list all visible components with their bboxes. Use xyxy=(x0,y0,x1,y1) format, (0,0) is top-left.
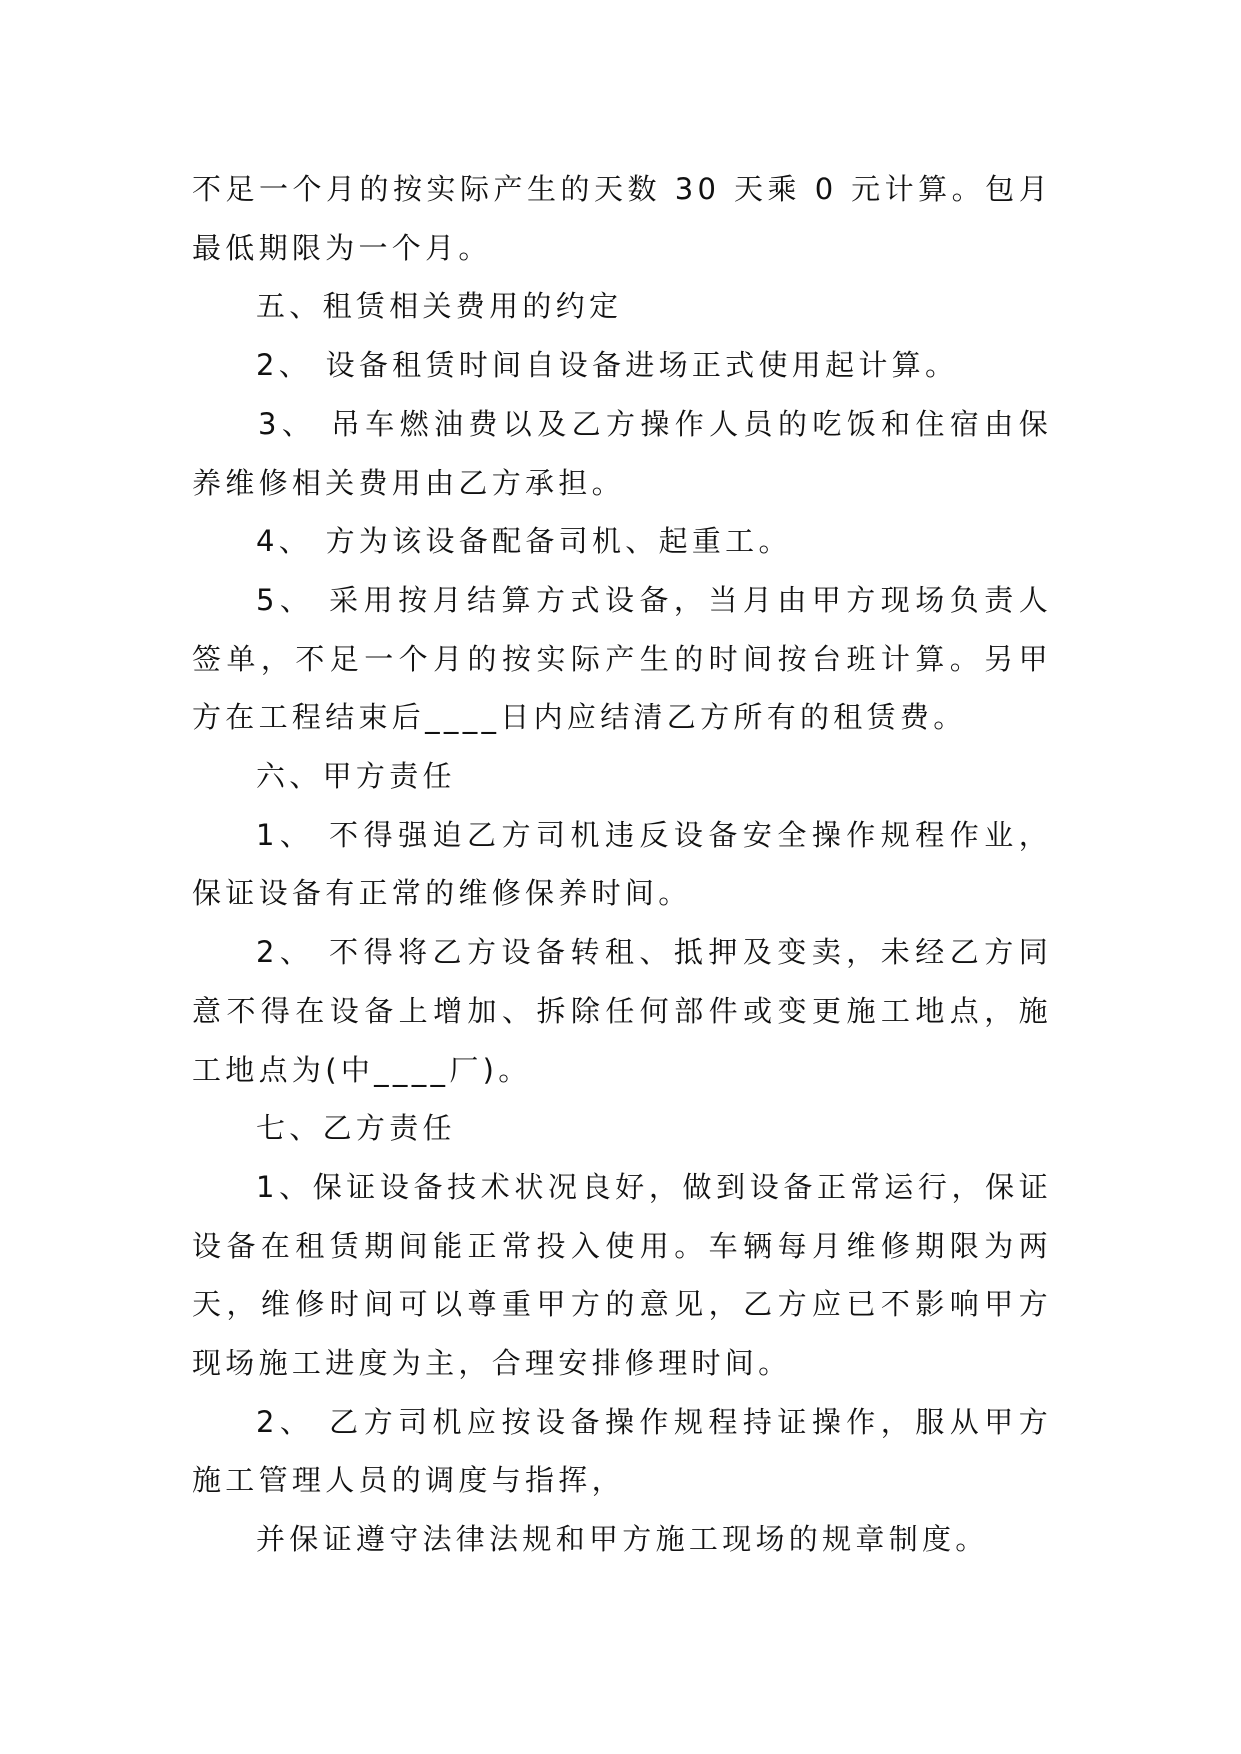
section-heading-party-b-responsibilities: 七、乙方责任 xyxy=(256,1111,456,1146)
clause-rental-start-time: 2、 设备租赁时间自设备进场正式使用起计算。 xyxy=(256,348,959,383)
clause-monthly-settlement: 5、 采用按月结算方式设备，当月由甲方现场负责人签单，不足一个月的按实际产生的时间按台班计算。另甲方在工程结束后____日内应结清乙方所有的租赁费。 xyxy=(192,582,1052,735)
clause-fuel-and-maintenance-costs: 3、 吊车燃油费以及乙方操作人员的吃饭和住宿由保养维修相关费用由乙方承担。 xyxy=(192,406,1052,500)
paragraph-billing-rule: 不足一个月的按实际产生的天数 30 天乘 0 元计算。包月最低期限为一个月。 xyxy=(192,172,1052,265)
section-heading-rental-fees: 五、租赁相关费用的约定 xyxy=(256,289,623,324)
clause-party-a-safety-operation: 1、 不得强迫乙方司机违反设备安全操作规程作业，保证设备有正常的维修保养时间。 xyxy=(192,817,1052,911)
clause-party-b-driver-certification: 2、 乙方司机应按设备操作规程持证操作，服从甲方施工管理人员的调度与指挥， xyxy=(192,1404,1052,1498)
document-body xyxy=(192,160,1052,1569)
section-heading-party-a-responsibilities: 六、甲方责任 xyxy=(256,759,456,794)
clause-party-b-equipment-condition: 1、保证设备技术状况良好，做到设备正常运行，保证设备在租赁期间能正常投入使用。车辆每月维修期限为两天，维修时间可以尊重甲方的意见，乙方应已不影响甲方现场施工进度为主，合理安排修理时间。 xyxy=(192,1169,1052,1381)
clause-party-b-compliance: 并保证遵守法律法规和甲方施工现场的规章制度。 xyxy=(256,1522,989,1557)
clause-party-a-equipment-restrictions: 2、 不得将乙方设备转租、抵押及变卖，未经乙方同意不得在设备上增加、拆除任何部件或变更施工地点，施工地点为(中____厂)。 xyxy=(192,935,1052,1087)
clause-driver-and-rigger: 4、 方为该设备配备司机、起重工。 xyxy=(256,524,792,559)
